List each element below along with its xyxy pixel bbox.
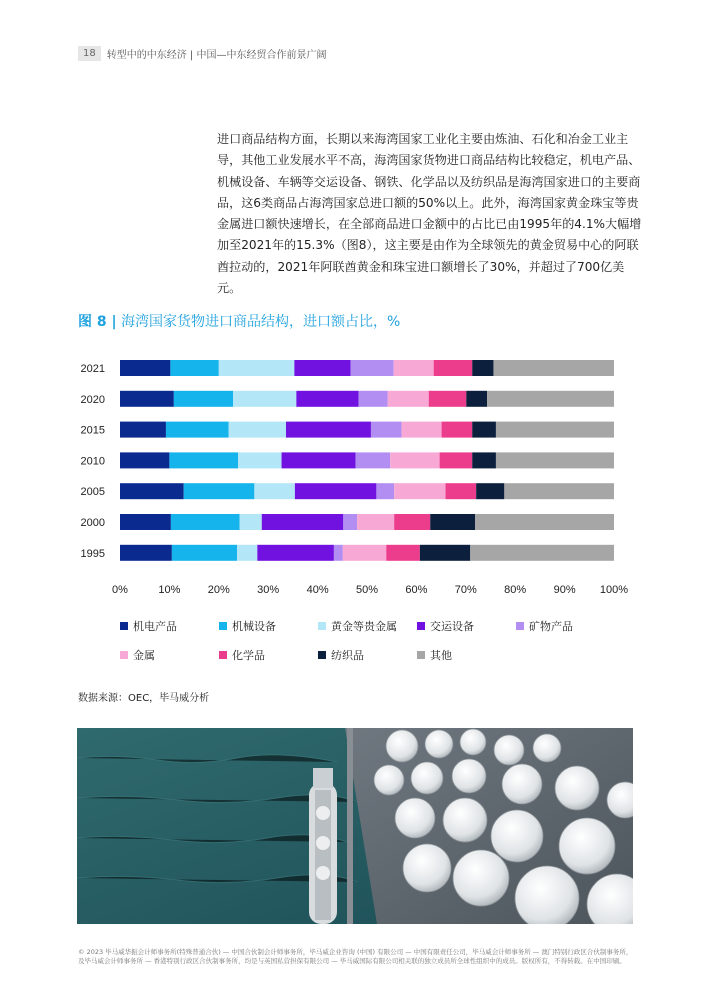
bar-segment: [295, 483, 377, 499]
bar-segment: [296, 391, 358, 407]
bar-segment: [254, 483, 295, 499]
bar-segment: [262, 514, 344, 530]
x-tick-label: 100%: [599, 584, 629, 596]
bar-segment: [233, 391, 296, 407]
x-tick-label: 10%: [158, 584, 181, 596]
y-tick-label: 2020: [80, 393, 105, 406]
bar-segment: [237, 545, 257, 561]
legend-label: 机械设备: [232, 621, 276, 633]
bar-segment: [440, 452, 473, 468]
bar-segment: [343, 514, 357, 530]
bar-segment: [442, 422, 473, 438]
x-tick-label: 90%: [553, 584, 576, 596]
y-tick-label: 2005: [80, 486, 105, 499]
bar-segment: [172, 545, 237, 561]
y-tick-label: 2021: [80, 363, 105, 375]
bar-segment: [434, 360, 473, 376]
bar-segment: [357, 514, 394, 530]
bar-segment: [120, 514, 171, 530]
bar-segment: [120, 360, 170, 376]
x-tick-label: 20%: [207, 584, 230, 596]
bar-segment: [238, 452, 281, 468]
legend-swatch: [219, 651, 227, 659]
legend-label: 黄金等贵金属: [331, 621, 397, 633]
bar-segment: [496, 452, 614, 468]
bar-segment: [257, 545, 334, 561]
legend-label: 机电产品: [133, 621, 177, 633]
legend-swatch: [516, 622, 524, 630]
bar-segment: [446, 483, 477, 499]
bar-segment: [386, 545, 420, 561]
bar-segment: [394, 360, 434, 376]
y-tick-label: 2010: [80, 455, 105, 468]
legend-swatch: [120, 651, 128, 659]
bar-segment: [466, 391, 487, 407]
legend-swatch: [417, 622, 425, 630]
bar-segment: [493, 360, 614, 376]
bar-segment: [402, 422, 442, 438]
bar-segment: [343, 545, 386, 561]
bar-segment: [487, 391, 614, 407]
legend-label: 金属: [133, 650, 155, 662]
legend-label: 化学品: [232, 650, 265, 662]
bar-segment: [504, 483, 614, 499]
oil-tanker-and-storage-tanks-photo: [77, 728, 633, 924]
bar-segment: [351, 360, 394, 376]
bar-segment: [240, 514, 262, 530]
legend-swatch: [417, 651, 425, 659]
bar-segment: [334, 545, 343, 561]
bar-segment: [475, 514, 614, 530]
legend-swatch: [318, 622, 326, 630]
bar-segment: [120, 545, 172, 561]
legend-label: 交运设备: [430, 621, 474, 633]
figure-number: 图 8 |: [78, 314, 117, 330]
bar-segment: [282, 452, 356, 468]
y-tick-label: 1995: [80, 547, 105, 560]
legend-swatch: [120, 622, 128, 630]
bar-segment: [166, 422, 229, 438]
bar-segment: [170, 360, 218, 376]
bar-segment: [120, 422, 166, 438]
bar-segment: [476, 483, 504, 499]
x-tick-label: 0%: [112, 584, 128, 596]
bar-segment: [286, 422, 371, 438]
bar-segment: [184, 483, 255, 499]
legend-label: 纺织品: [331, 650, 364, 662]
figure-caption: 海湾国家货物进口商品结构，进口额占比，%: [121, 314, 401, 330]
bar-segment: [376, 483, 394, 499]
y-tick-label: 2000: [80, 517, 105, 529]
bar-segment: [171, 514, 240, 530]
bar-segment: [120, 391, 174, 407]
bar-segment: [390, 452, 439, 468]
bar-segment: [496, 422, 614, 438]
bar-segment: [388, 391, 429, 407]
bar-segment: [359, 391, 388, 407]
data-source: 数据来源：OEC，毕马威分析: [78, 693, 210, 704]
x-tick-label: 80%: [504, 584, 527, 596]
y-tick-label: 2015: [80, 424, 105, 437]
bar-segment: [229, 422, 286, 438]
bar-segment: [120, 452, 169, 468]
body-paragraph: 进口商品结构方面，长期以来海湾国家工业化主要由炼油、石化和冶金工业主导，其他工业发展水平不高，海湾国家货物进口商品结构比较稳定，机电产品、机械设备、车辆等交运设备、钢铁、化学品以及纺织品是海湾国家进口的主要商品，这6类商品占海湾国家总进口额的50%以上。此外，海湾国家黄金珠宝等贵金属进口额快速增长，在全部商品进口金额中的占比已由1995年的4.1%大幅增加至2021年的15.3%（图8），这主要是由作为全球领先的黄金贸易中心的阿联酋拉动的，2021年阿联酋黄金和珠宝进口额增长了30%，并超过了700亿美元。: [217, 132, 642, 296]
bar-segment: [394, 483, 445, 499]
bar-segment: [470, 545, 614, 561]
x-tick-label: 60%: [405, 584, 428, 596]
bar-segment: [430, 514, 475, 530]
bar-segment: [472, 452, 496, 468]
bar-segment: [420, 545, 470, 561]
legend-label: 其他: [430, 650, 452, 662]
bar-segment: [174, 391, 233, 407]
x-tick-label: 30%: [257, 584, 280, 596]
legend-label: 矿物产品: [529, 621, 573, 633]
bar-segment: [120, 483, 184, 499]
bar-segment: [472, 360, 493, 376]
bar-segment: [219, 360, 295, 376]
legend-swatch: [318, 651, 326, 659]
bar-segment: [429, 391, 467, 407]
bar-segment: [294, 360, 350, 376]
x-tick-label: 50%: [355, 584, 379, 596]
running-title: 转型中的中东经济 | 中国—中东经贸合作前景广阔: [106, 50, 327, 61]
copyright-footer: © 2023 毕马威华振会计师事务所(特殊普通合伙) — 中国合伙制会计师事务所，毕马威企业咨询 (中国) 有限公司 — 中国有限责任公司，毕马威会计师事务所 — 澳门特别行政区合伙制事务所，及毕马威会计师事务所 — 香港特别行政区合伙制事务所，均是与英国私营担保有限公司 — 毕马威国际有限公司相关联的独立成员所全球性组织中的成员。版权所有，不得转载。在中国印刷。: [78, 948, 633, 965]
bar-segment: [472, 422, 496, 438]
bar-segment: [356, 452, 391, 468]
x-tick-label: 40%: [306, 584, 329, 596]
x-tick-label: 70%: [454, 584, 477, 596]
bar-segment: [394, 514, 430, 530]
bar-segment: [169, 452, 238, 468]
bar-segment: [371, 422, 402, 438]
port-photo: [77, 728, 633, 924]
legend-swatch: [219, 622, 227, 630]
page-number: 18: [78, 46, 101, 61]
